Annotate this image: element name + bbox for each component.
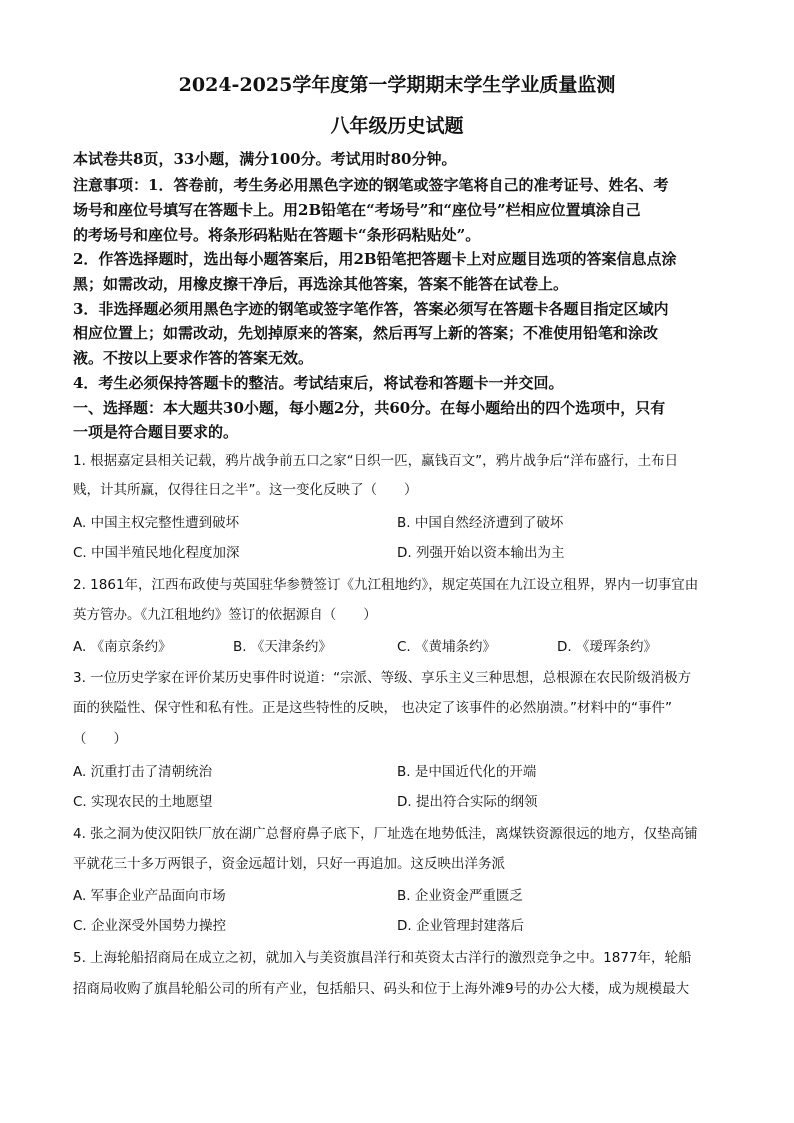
instruction-line: 场号和座位号填写在答题卡上。用2B铅笔在“考场号”和“座位号”栏相应位置填涂自己	[73, 201, 641, 219]
q2-option-b: B. 《天津条约》	[233, 639, 332, 655]
exam-summary: 本试卷共8页，33小题，满分100分。考试用时80分钟。	[73, 150, 457, 168]
q4-option-c: C. 企业深受外国势力操控	[73, 918, 227, 934]
instruction-line: 液。不按以上要求作答的答案无效。	[73, 349, 314, 367]
instruction-line: 相应位置上；如需改动，先划掉原来的答案，然后再写上新的答案；不准使用铅笔和涂改	[73, 324, 659, 342]
q1-option-b: B. 中国自然经济遭到了破坏	[397, 515, 564, 531]
q4-option-b: B. 企业资金严重匮乏	[397, 888, 523, 904]
q2-option-c: C. 《黄埔条约》	[397, 639, 497, 655]
instruction-line: 注意事项：1．答卷前，考生务必用黑色字迹的钢笔或签字笔将自己的准考证号、姓名、考	[73, 176, 669, 194]
question-2-text: 英方管办。《九江租地约》签订的依据源自（ ）	[73, 607, 377, 623]
q3-option-a: A. 沉重打击了清朝统治	[73, 764, 213, 780]
question-5-text: 5. 上海轮船招商局在成立之初，就加入与美资旗昌洋行和英资太古洋行的激烈竞争之中。1877年，轮船	[73, 950, 692, 966]
section-heading: 一、选择题：本大题共30小题，每小题2分，共60分。在每小题给出的四个选项中，只有	[73, 399, 666, 417]
section-heading: 一项是符合题目要求的。	[73, 423, 239, 441]
question-2-text: 2. 1861年，江西布政使与英国驻华参赞签订《九江租地约》，规定英国在九江设立租界，界内一切事宜由	[73, 577, 699, 593]
q4-option-a: A. 军事企业产品面向市场	[73, 888, 226, 904]
question-5-text: 招商局收购了旗昌轮船公司的所有产业，包括船只、码头和位于上海外滩9号的办公大楼，成为规模最大	[73, 981, 690, 997]
exam-title: 2024-2025学年度第一学期期末学生学业质量监测	[178, 74, 616, 96]
exam-subtitle: 八年级历史试题	[330, 115, 464, 137]
q1-option-d: D. 列强开始以资本输出为主	[397, 545, 565, 561]
instruction-line: 的考场号和座位号。将条形码粘贴在答题卡“条形码粘贴处”。	[73, 226, 481, 244]
q1-option-a: A. 中国主权完整性遭到破坏	[73, 515, 240, 531]
q2-option-a: A. 《南京条约》	[73, 639, 172, 655]
q2-option-d: D. 《瑷珲条约》	[557, 639, 657, 655]
q3-option-d: D. 提出符合实际的纲领	[397, 794, 538, 810]
question-3-text: 3. 一位历史学家在评价某历史事件时说道：“宗派、等级、享乐主义三种思想，总根源在农民阶级消极方	[73, 670, 692, 686]
question-3-text: 面的狭隘性、保守性和私有性。正是这些特性的反映， 也决定了该事件的必然崩溃。”材料中的“事件”	[73, 700, 673, 716]
question-3-text: （ ）	[73, 731, 127, 747]
instruction-line: 4．考生必须保持答题卡的整洁。考试结束后，将试卷和答题卡一并交回。	[73, 374, 564, 392]
question-1-text: 1. 根据嘉定县相关记载，鸦片战争前五口之家“日织一匹，赢钱百文”，鸦片战争后“洋布盛行，土布日	[73, 453, 679, 469]
q3-option-b: B. 是中国近代化的开端	[397, 764, 537, 780]
q3-option-c: C. 实现农民的土地愿望	[73, 794, 213, 810]
question-1-text: 贱，计其所赢，仅得往日之半”。这一变化反映了（ ）	[73, 482, 418, 498]
q4-option-d: D. 企业管理封建落后	[397, 918, 524, 934]
instruction-line: 2．作答选择题时，选出每小题答案后，用2B铅笔把答题卡上对应题目选项的答案信息点涂	[73, 250, 677, 268]
question-4-text: 平就花三十多万两银子，资金远超计划，只好一再追加。这反映出洋务派	[73, 856, 505, 872]
q1-option-c: C. 中国半殖民地化程度加深	[73, 545, 240, 561]
question-4-text: 4. 张之洞为使汉阳铁厂放在湖广总督府鼻子底下，厂址选在地势低洼，离煤铁资源很远的地方，仅垫高铺	[73, 826, 698, 842]
instruction-line: 黑；如需改动，用橡皮擦干净后，再选涂其他答案，答案不能答在试卷上。	[73, 275, 569, 293]
instruction-line: 3．非选择题必须用黑色字迹的钢笔或签字笔作答，答案必须写在答题卡各题目指定区域内	[73, 300, 669, 318]
